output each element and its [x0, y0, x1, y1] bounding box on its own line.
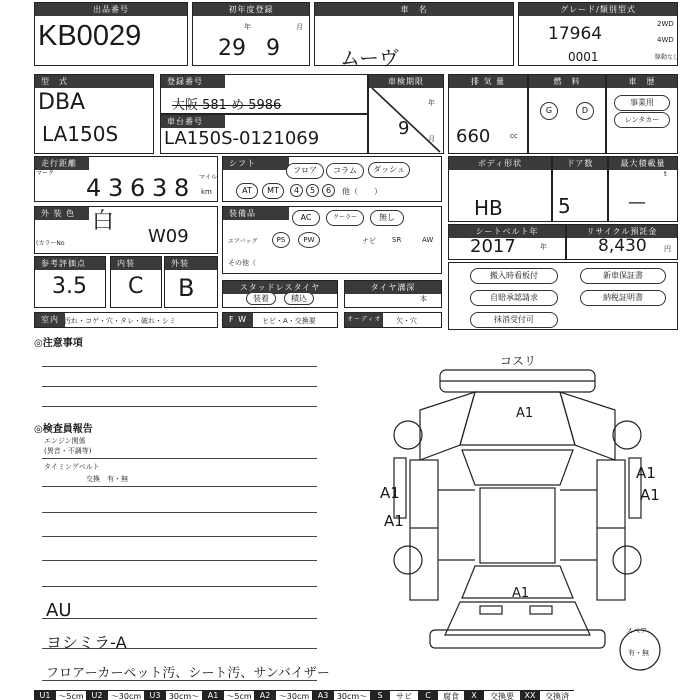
- tire-box: [344, 280, 442, 308]
- shift-gear-4: 4: [290, 184, 303, 197]
- spare-value: 有・無: [628, 649, 649, 657]
- diagram-right-side: [597, 460, 625, 600]
- body-value: HB: [474, 196, 503, 220]
- report-line: [42, 536, 317, 537]
- mileage-d2: 3: [108, 174, 124, 202]
- equip-cooler: クーラー: [326, 210, 364, 226]
- timing-label: タイミングベルト: [44, 463, 100, 471]
- shift-dash: ダッシュ: [368, 162, 410, 178]
- drive-none: 駆動なし: [655, 54, 680, 61]
- mileage-box: [34, 156, 218, 202]
- engine-label: 排 気 量: [449, 75, 527, 88]
- color-label: 外 装 色: [35, 207, 89, 220]
- legend-code: U3: [144, 690, 166, 700]
- legend-code: X: [464, 690, 484, 700]
- report-line: [42, 586, 317, 587]
- color-code-label: (カラーNo: [36, 240, 65, 247]
- notes-line: [42, 366, 317, 367]
- legend-text: ～30cm: [108, 690, 144, 700]
- studless-fitted: 装着: [246, 292, 276, 305]
- report-line: [42, 458, 317, 459]
- recycle-unit: 円: [664, 245, 671, 253]
- report-line: [42, 560, 317, 561]
- model-value: ムーヴ: [340, 46, 399, 70]
- legend-code: S: [370, 690, 390, 700]
- studless-box: [222, 280, 338, 308]
- mark-left-a: A1: [380, 484, 400, 502]
- tire-label: タイヤ溝深: [345, 281, 441, 294]
- equip-aw: AW: [422, 236, 434, 244]
- drive-4wd: 4WD: [657, 36, 674, 44]
- diagram-plate-lamp: [480, 606, 502, 614]
- legend-code: A2: [254, 690, 276, 700]
- car-damage-diagram: [380, 350, 680, 690]
- tire-unit: 本: [420, 295, 427, 303]
- first-reg-month: 9: [266, 36, 280, 61]
- exterior-label: 外装: [165, 257, 217, 270]
- audio-label: オーディオ: [345, 313, 383, 327]
- diagram-plate-lamp: [530, 606, 552, 614]
- remark-3: フロアーカーペット汚、シート汚、サンバイザー: [46, 666, 330, 681]
- diagram-windshield: [462, 450, 573, 485]
- cabin-label: 室内: [35, 313, 65, 327]
- chassis-label: 車台番号: [161, 115, 225, 128]
- equip-navi: ナビ: [362, 237, 376, 245]
- equip-other: その他（: [228, 259, 256, 267]
- mark-rear: A1: [512, 586, 530, 601]
- remark-2: ヨシミラ-A: [46, 633, 127, 652]
- equip-ps: PS: [272, 232, 290, 248]
- grade-label: グレード/類別型式: [519, 3, 677, 16]
- engine-unit: cc: [510, 132, 518, 140]
- mileage-label: 走行距離: [35, 157, 89, 170]
- first-reg-year: 29: [218, 36, 246, 61]
- capacity-unit: t: [664, 170, 667, 178]
- equip-sr: SR: [392, 236, 402, 244]
- recycle-label: リサイクル預託金: [567, 225, 677, 238]
- mark-roof: A1: [516, 406, 534, 421]
- month-unit: 月: [296, 23, 303, 31]
- mark-right-b: A1: [640, 486, 660, 504]
- usage-label: 車 歴: [607, 75, 677, 88]
- diagram-roof: [480, 488, 555, 563]
- diagram-rear-bumper: [430, 630, 605, 648]
- legend-code: A1: [202, 690, 224, 700]
- inspection-value: 9: [398, 118, 410, 139]
- interior-value: C: [128, 274, 144, 299]
- exterior-value: B: [178, 274, 195, 302]
- grade-value: 17964: [548, 24, 603, 44]
- legend-code: U1: [34, 690, 56, 700]
- diagram-wheel-rl: [394, 546, 422, 574]
- doc-signboard: 搬入時看板付: [470, 268, 558, 284]
- legend-code: XX: [520, 690, 540, 700]
- notes-line: [42, 406, 317, 407]
- chassis-value: LA150S-0121069: [164, 128, 320, 149]
- mileage-d1: 4: [86, 174, 102, 202]
- inspection-year-unit: 年: [428, 99, 435, 107]
- shift-at: AT: [236, 183, 258, 199]
- notes-title: ◎注意事項: [34, 338, 83, 349]
- shift-other: 他（ ）: [342, 187, 382, 196]
- shift-column: コラム: [326, 163, 364, 179]
- legend-text: ～5cm: [56, 690, 86, 700]
- shift-label: シフト: [223, 157, 289, 170]
- first-reg-label: 初年度登録: [193, 3, 309, 16]
- grade-sub: 0001: [568, 50, 599, 64]
- mark-left-b: A1: [384, 512, 404, 530]
- legend-text: 交換要: [484, 690, 520, 700]
- cabin-text: 汚れ・コゲ・穴・タレ・破れ・シミ: [64, 317, 176, 325]
- doc-warranty: 新車保証書: [580, 268, 666, 284]
- reg-label: 登録番号: [161, 75, 225, 88]
- diagram-wheel-rr: [613, 546, 641, 574]
- seatbelt-label: シートベルト年: [449, 225, 565, 238]
- doors-value: 5: [558, 194, 571, 218]
- fuel-label: 燃 料: [529, 75, 605, 88]
- mileage-d3: 6: [130, 174, 146, 202]
- diagram-wheel-fr: [613, 421, 641, 449]
- mileage-unit-km: km: [201, 188, 212, 196]
- equipment-label: 装備品: [223, 207, 289, 220]
- engine-cond-line1: エンジン関係: [44, 437, 86, 445]
- mark-right-a: A1: [636, 464, 656, 482]
- spare-label: スペア: [626, 627, 647, 635]
- equip-ac: AC: [292, 210, 320, 226]
- inspector-title: ◎検査員報告: [34, 424, 93, 435]
- body-label: ボディ形状: [449, 157, 551, 170]
- color-value: 白: [92, 209, 115, 234]
- doc-cancel: 抹消受付可: [470, 312, 558, 328]
- legend-code: C: [418, 690, 438, 700]
- usage-business: 事業用: [614, 95, 670, 111]
- reg-value: 大阪 581 め 5986: [172, 98, 282, 113]
- mileage-d4: 3: [152, 174, 168, 202]
- legend-code: U2: [86, 690, 108, 700]
- interior-label: 内装: [111, 257, 161, 270]
- type-value2: LA150S: [42, 122, 119, 146]
- legend-code: A3: [312, 690, 334, 700]
- equip-airbag: エアバッグ: [228, 238, 258, 245]
- diagram-wheel-fl: [394, 421, 422, 449]
- shift-gear-6: 6: [322, 184, 335, 197]
- doc-insurance: 自賠承認請求: [470, 290, 558, 306]
- legend-text: 腐食: [438, 690, 464, 700]
- year-unit: 年: [244, 23, 251, 31]
- legend-text: 30cm～: [166, 690, 202, 700]
- studless-loaded: 積込: [284, 292, 314, 305]
- notes-line: [42, 386, 317, 387]
- seatbelt-unit: 年: [540, 243, 547, 251]
- doc-tax: 納税証明書: [580, 290, 666, 306]
- doors-label: ドア数: [553, 157, 607, 170]
- shift-floor: フロア: [286, 163, 324, 179]
- model-label: 車 名: [315, 3, 513, 16]
- timing-exchange: 交換 有・無: [86, 475, 128, 483]
- lot-number: KB0029: [38, 20, 142, 52]
- shift-gear-5: 5: [306, 184, 319, 197]
- mileage-d5: 8: [174, 174, 190, 202]
- legend-text: 交換済: [540, 690, 574, 700]
- report-line: [42, 618, 317, 619]
- legend-text: サビ: [390, 690, 418, 700]
- first-reg-box: [192, 2, 310, 66]
- inspection-label: 車検期限: [369, 75, 443, 88]
- legend-text: ～30cm: [276, 690, 312, 700]
- seatbelt-value: 2017: [470, 236, 516, 257]
- capacity-label: 最大積載量: [609, 157, 677, 170]
- report-line: [42, 486, 317, 487]
- score-label: 参考評価点: [35, 257, 105, 270]
- mileage-marker: マーク: [36, 170, 55, 177]
- legend-text: 30cm～: [334, 690, 370, 700]
- inspection-strike: [368, 86, 444, 154]
- studless-label: スタッドレスタイヤ: [223, 281, 337, 294]
- type-value1: DBA: [38, 90, 86, 115]
- usage-rental: レンタカー: [614, 112, 670, 128]
- fuel-gas-option: G: [540, 102, 558, 120]
- engine-cond-line2: (異音・不調等): [44, 447, 92, 455]
- score-value: 3.5: [52, 274, 87, 299]
- type-label: 型 式: [35, 75, 153, 88]
- remark-1: AU: [46, 600, 72, 621]
- inspection-month-unit: 月: [428, 135, 435, 143]
- mileage-unit-mile: マイル: [199, 174, 217, 181]
- report-line: [42, 512, 317, 513]
- audio-box: [344, 312, 442, 328]
- color-code: W09: [148, 226, 189, 247]
- shift-mt: MT: [262, 183, 284, 199]
- mark-top: コスリ: [500, 354, 537, 368]
- audio-text: 欠・穴: [396, 317, 417, 325]
- equip-none: 無し: [370, 210, 404, 226]
- equip-pw: PW: [298, 232, 320, 248]
- diagram-left-side: [410, 460, 438, 600]
- fw-text: ヒビ・A・交換要: [262, 317, 316, 325]
- lot-label: 出品番号: [35, 3, 187, 16]
- capacity-value: —: [628, 192, 646, 213]
- fuel-diesel-option: D: [576, 102, 594, 120]
- recycle-value: 8,430: [598, 236, 647, 256]
- drive-2wd: 2WD: [657, 20, 674, 28]
- fw-label: F W: [223, 313, 253, 327]
- legend-text: ～5cm: [224, 690, 254, 700]
- engine-value: 660: [456, 126, 491, 147]
